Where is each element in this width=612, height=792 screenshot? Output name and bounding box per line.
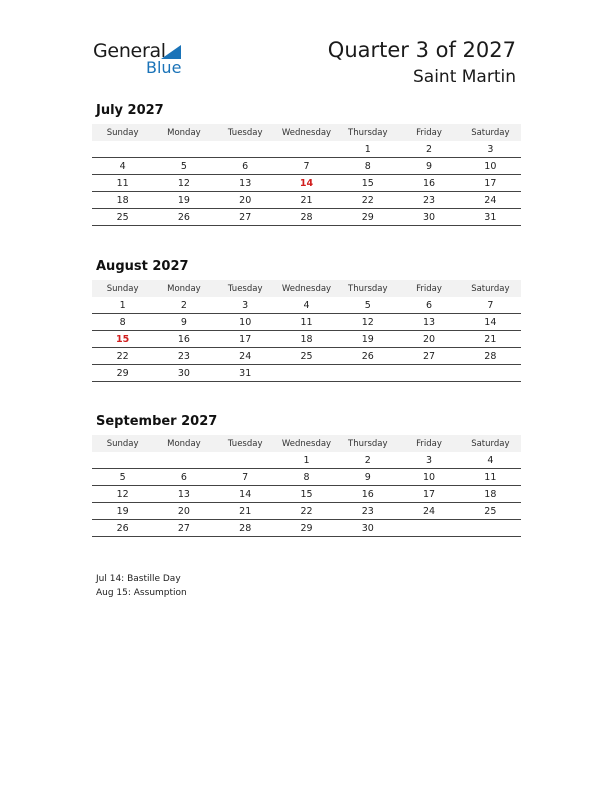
weekday-header: Monday bbox=[153, 435, 214, 452]
day-cell: 9 bbox=[153, 314, 214, 331]
page-subtitle: Saint Martin bbox=[412, 67, 516, 87]
day-cell: 20 bbox=[153, 503, 214, 520]
day-cell: 9 bbox=[398, 158, 459, 175]
day-cell: 23 bbox=[398, 192, 459, 209]
month-september bbox=[92, 414, 521, 537]
week-row bbox=[92, 520, 521, 537]
day-cell: 10 bbox=[215, 314, 276, 331]
weekday-header: Saturday bbox=[460, 280, 521, 297]
day-cell: 27 bbox=[215, 209, 276, 226]
week-row bbox=[92, 452, 521, 469]
day-cell: 10 bbox=[460, 158, 521, 175]
day-cell: 9 bbox=[337, 469, 398, 486]
day-cell: 6 bbox=[215, 158, 276, 175]
day-cell: 26 bbox=[153, 209, 214, 226]
empty-day-cell bbox=[398, 520, 459, 537]
day-cell: 16 bbox=[153, 331, 214, 348]
week-row bbox=[92, 141, 521, 158]
day-cell: 24 bbox=[215, 348, 276, 365]
month-august bbox=[92, 259, 521, 382]
day-cell: 15 bbox=[276, 486, 337, 503]
day-cell: 21 bbox=[460, 331, 521, 348]
day-cell: 1 bbox=[337, 141, 398, 158]
day-cell: 17 bbox=[215, 331, 276, 348]
empty-day-cell bbox=[398, 365, 459, 382]
holiday-note: Aug 15: Assumption bbox=[96, 588, 187, 598]
day-cell: 12 bbox=[92, 486, 153, 503]
day-cell: 5 bbox=[337, 297, 398, 314]
day-cell: 24 bbox=[460, 192, 521, 209]
week-row bbox=[92, 192, 521, 209]
day-cell: 24 bbox=[398, 503, 459, 520]
weekday-header-row bbox=[92, 280, 521, 297]
week-row bbox=[92, 486, 521, 503]
weekday-header: Thursday bbox=[337, 280, 398, 297]
weekday-header: Wednesday bbox=[276, 280, 337, 297]
day-cell: 12 bbox=[337, 314, 398, 331]
month-july bbox=[92, 103, 521, 226]
day-cell: 5 bbox=[92, 469, 153, 486]
empty-day-cell bbox=[153, 452, 214, 469]
day-cell: 11 bbox=[92, 175, 153, 192]
empty-day-cell bbox=[215, 452, 276, 469]
day-cell: 28 bbox=[460, 348, 521, 365]
calendar-grid bbox=[92, 435, 521, 537]
day-cell: 13 bbox=[215, 175, 276, 192]
day-cell: 21 bbox=[215, 503, 276, 520]
day-cell: 2 bbox=[337, 452, 398, 469]
logo-triangle-icon bbox=[161, 45, 181, 59]
day-cell: 4 bbox=[460, 452, 521, 469]
weekday-header: Wednesday bbox=[276, 124, 337, 141]
weekday-header: Monday bbox=[153, 124, 214, 141]
week-row bbox=[92, 331, 521, 348]
day-cell: 19 bbox=[337, 331, 398, 348]
weekday-header: Wednesday bbox=[276, 435, 337, 452]
day-cell: 14 bbox=[215, 486, 276, 503]
day-cell: 22 bbox=[92, 348, 153, 365]
day-cell: 25 bbox=[460, 503, 521, 520]
day-cell: 26 bbox=[337, 348, 398, 365]
month-title: July 2027 bbox=[96, 103, 164, 118]
weekday-header: Thursday bbox=[337, 124, 398, 141]
day-cell: 30 bbox=[398, 209, 459, 226]
calendar-grid bbox=[92, 280, 521, 382]
empty-day-cell bbox=[460, 365, 521, 382]
day-cell: 2 bbox=[153, 297, 214, 314]
day-cell: 19 bbox=[153, 192, 214, 209]
day-cell: 14 bbox=[460, 314, 521, 331]
day-cell: 10 bbox=[398, 469, 459, 486]
week-row bbox=[92, 158, 521, 175]
day-cell: 11 bbox=[460, 469, 521, 486]
holiday-note: Jul 14: Bastille Day bbox=[96, 574, 181, 584]
weekday-header: Friday bbox=[398, 435, 459, 452]
empty-day-cell bbox=[276, 365, 337, 382]
day-cell: 1 bbox=[92, 297, 153, 314]
day-cell: 19 bbox=[92, 503, 153, 520]
empty-day-cell bbox=[276, 141, 337, 158]
day-cell: 18 bbox=[276, 331, 337, 348]
day-cell: 28 bbox=[215, 520, 276, 537]
generalblue-logo bbox=[93, 40, 193, 80]
day-cell: 16 bbox=[337, 486, 398, 503]
empty-day-cell bbox=[92, 141, 153, 158]
day-cell: 30 bbox=[153, 365, 214, 382]
weekday-header: Sunday bbox=[92, 280, 153, 297]
day-cell: 3 bbox=[460, 141, 521, 158]
week-row bbox=[92, 469, 521, 486]
day-cell: 5 bbox=[153, 158, 214, 175]
day-cell: 8 bbox=[92, 314, 153, 331]
empty-day-cell bbox=[92, 452, 153, 469]
day-cell: 6 bbox=[153, 469, 214, 486]
weekday-header: Monday bbox=[153, 280, 214, 297]
day-cell: 1 bbox=[276, 452, 337, 469]
day-cell: 13 bbox=[153, 486, 214, 503]
day-cell: 17 bbox=[460, 175, 521, 192]
month-title: September 2027 bbox=[96, 414, 218, 429]
day-cell: 3 bbox=[215, 297, 276, 314]
logo-general-text: General bbox=[93, 40, 166, 62]
week-row bbox=[92, 348, 521, 365]
day-cell: 31 bbox=[215, 365, 276, 382]
day-cell: 15 bbox=[92, 331, 153, 348]
day-cell: 7 bbox=[460, 297, 521, 314]
page-title: Quarter 3 of 2027 bbox=[327, 38, 516, 62]
day-cell: 23 bbox=[337, 503, 398, 520]
day-cell: 29 bbox=[92, 365, 153, 382]
day-cell: 6 bbox=[398, 297, 459, 314]
weekday-header: Tuesday bbox=[215, 280, 276, 297]
day-cell: 22 bbox=[276, 503, 337, 520]
day-cell: 13 bbox=[398, 314, 459, 331]
weekday-header: Tuesday bbox=[215, 435, 276, 452]
day-cell: 21 bbox=[276, 192, 337, 209]
day-cell: 29 bbox=[337, 209, 398, 226]
weekday-header: Tuesday bbox=[215, 124, 276, 141]
day-cell: 14 bbox=[276, 175, 337, 192]
day-cell: 26 bbox=[92, 520, 153, 537]
day-cell: 16 bbox=[398, 175, 459, 192]
day-cell: 25 bbox=[92, 209, 153, 226]
weekday-header: Friday bbox=[398, 280, 459, 297]
day-cell: 27 bbox=[153, 520, 214, 537]
day-cell: 30 bbox=[337, 520, 398, 537]
week-row bbox=[92, 175, 521, 192]
weekday-header: Sunday bbox=[92, 435, 153, 452]
empty-day-cell bbox=[215, 141, 276, 158]
week-row bbox=[92, 503, 521, 520]
weekday-header: Saturday bbox=[460, 124, 521, 141]
day-cell: 3 bbox=[398, 452, 459, 469]
empty-day-cell bbox=[153, 141, 214, 158]
week-row bbox=[92, 209, 521, 226]
day-cell: 12 bbox=[153, 175, 214, 192]
day-cell: 8 bbox=[276, 469, 337, 486]
day-cell: 7 bbox=[215, 469, 276, 486]
day-cell: 4 bbox=[276, 297, 337, 314]
day-cell: 29 bbox=[276, 520, 337, 537]
empty-day-cell bbox=[460, 520, 521, 537]
day-cell: 31 bbox=[460, 209, 521, 226]
day-cell: 22 bbox=[337, 192, 398, 209]
calendar-grid bbox=[92, 124, 521, 226]
week-row bbox=[92, 314, 521, 331]
empty-day-cell bbox=[337, 365, 398, 382]
day-cell: 11 bbox=[276, 314, 337, 331]
day-cell: 4 bbox=[92, 158, 153, 175]
weekday-header: Thursday bbox=[337, 435, 398, 452]
day-cell: 2 bbox=[398, 141, 459, 158]
weekday-header-row bbox=[92, 124, 521, 141]
day-cell: 25 bbox=[276, 348, 337, 365]
day-cell: 23 bbox=[153, 348, 214, 365]
day-cell: 15 bbox=[337, 175, 398, 192]
day-cell: 7 bbox=[276, 158, 337, 175]
day-cell: 17 bbox=[398, 486, 459, 503]
holiday-notes bbox=[96, 572, 187, 600]
weekday-header: Sunday bbox=[92, 124, 153, 141]
weekday-header: Friday bbox=[398, 124, 459, 141]
day-cell: 28 bbox=[276, 209, 337, 226]
day-cell: 20 bbox=[398, 331, 459, 348]
day-cell: 20 bbox=[215, 192, 276, 209]
day-cell: 8 bbox=[337, 158, 398, 175]
day-cell: 18 bbox=[460, 486, 521, 503]
weekday-header: Saturday bbox=[460, 435, 521, 452]
day-cell: 27 bbox=[398, 348, 459, 365]
day-cell: 18 bbox=[92, 192, 153, 209]
week-row bbox=[92, 365, 521, 382]
logo-blue-text: Blue bbox=[146, 58, 182, 77]
week-row bbox=[92, 297, 521, 314]
weekday-header-row bbox=[92, 435, 521, 452]
month-title: August 2027 bbox=[96, 259, 189, 274]
